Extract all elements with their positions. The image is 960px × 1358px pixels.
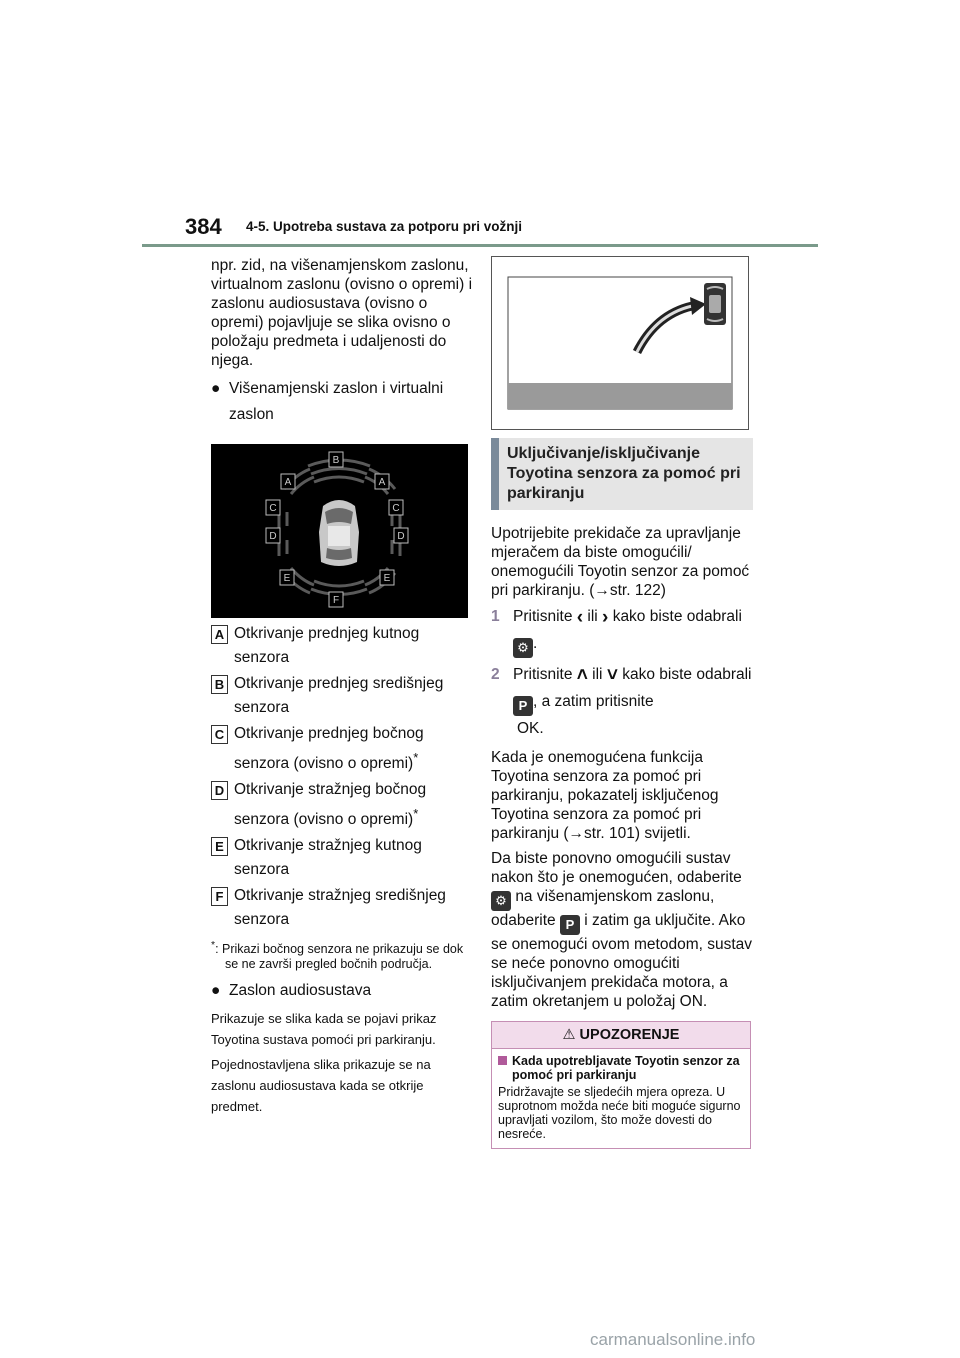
chapter-title: 4-5. Upotreba sustava za potporu pri vožnji: [246, 219, 523, 234]
warning-title: UPOZORENJE: [579, 1027, 680, 1043]
page-number: 384: [185, 214, 222, 239]
legend-key: C: [211, 725, 228, 744]
square-bullet-icon: [498, 1056, 507, 1065]
para-reenable: [491, 849, 753, 1011]
gear-icon: ⚙: [513, 638, 533, 658]
bullet-dot-icon: ●: [211, 380, 221, 397]
parking-sensor-icon: P: [560, 915, 580, 935]
legend-text: Otkrivanje prednjeg kutnog senzora: [234, 625, 420, 666]
warning-subtitle: [498, 1054, 744, 1082]
step-text: , a zatim pritisnite: [533, 693, 654, 710]
reenable-text: odaberite: [491, 912, 556, 929]
legend-key: A: [211, 625, 228, 644]
sensor-diagram: [211, 444, 468, 618]
diagram-label-d-left: D: [269, 531, 277, 542]
chevron-right-icon: ›: [602, 607, 609, 628]
legend-text: Otkrivanje stražnjeg središnjeg senzora: [234, 887, 446, 929]
diagram-label-c-right: C: [392, 503, 400, 514]
legend-item: [211, 884, 473, 932]
step-1: [491, 604, 753, 658]
diagram-label-e-right: E: [383, 573, 391, 584]
footnote-marker: *: [413, 806, 419, 822]
legend-item: [211, 834, 473, 882]
para-disabled-indicator: Kada je onemogućena funkcija Toyotina senzora za pomoć pri parkiranju, pokazatelj isključenog Toyotina senzora za pomoć pri parkiranju (→str. 101) svijetli.: [491, 749, 719, 842]
legend-text-wrap: [234, 722, 473, 776]
warning-text: Pridržavajte se sljedećih mjera opreza. U suprotnom možda neće biti moguće sigurno upravljati vozilom, što može dovesti do nesreće.: [498, 1085, 741, 1141]
legend-key: F: [211, 887, 228, 906]
reenable-text: na višenamjenskom zaslonu,: [515, 888, 715, 905]
watermark: carmanualsonline.info: [590, 1330, 756, 1349]
step-number: 2: [491, 666, 500, 683]
diagram-label-e-left: E: [283, 573, 291, 584]
legend-text: Otkrivanje stražnjeg kutnog senzora: [234, 837, 422, 879]
audio-screen-illustration: [491, 256, 749, 430]
diagram-label-d-right: D: [397, 531, 405, 542]
ok-button-label: OK: [517, 720, 540, 737]
warning-header: [492, 1022, 750, 1049]
step-text: kako biste odabrali: [612, 608, 742, 625]
legend-text: Otkrivanje stražnjeg bočnog senzora (ovisno o opremi): [234, 781, 427, 829]
footnote-text: : Prikazi bočnog senzora ne prikazuju se dok se ne završi pregled bočnih područja.: [215, 942, 464, 972]
step-text: Pritisnite: [513, 666, 573, 683]
legend-text: Otkrivanje prednjeg središnjeg senzora: [234, 675, 444, 716]
warning-body: [492, 1049, 750, 1148]
right-column: [491, 256, 753, 1149]
diagram-label-a-right: A: [378, 477, 386, 488]
sensor-diagram-graphic: [211, 444, 468, 618]
diagram-label-c-left: C: [269, 503, 277, 514]
sensor-legend: [211, 622, 473, 932]
chevron-down-icon: ˅: [606, 665, 618, 686]
parking-sensor-icon: P: [513, 696, 533, 716]
reenable-text: i zatim ga uključite.: [584, 912, 716, 929]
step-text: Pritisnite: [513, 608, 573, 625]
chevron-left-icon: ‹: [576, 607, 584, 628]
legend-text-wrap: [234, 778, 473, 832]
legend-key: E: [211, 837, 228, 856]
footnote: [211, 938, 473, 972]
audio-paragraph-2: Pojednostavljena slika prikazuje se na zaslonu audiosustava kada se otkrije predmet.: [211, 1057, 431, 1115]
legend-item: [211, 778, 473, 832]
legend-text: Otkrivanje prednjeg bočnog senzora (ovisno o opremi): [234, 725, 424, 773]
step-text: ili: [587, 608, 598, 625]
step-text: ili: [592, 666, 603, 683]
diagram-label-b: B: [332, 455, 340, 466]
gear-icon: ⚙: [491, 891, 511, 911]
bullet-audio-display: [211, 978, 473, 1004]
audio-screen-graphic: [492, 257, 748, 429]
chevron-up-icon: ˄: [576, 665, 588, 686]
footnote-asterisk: *: [211, 940, 216, 952]
legend-item: [211, 722, 473, 776]
header-divider: [142, 244, 818, 247]
footnote-marker: *: [413, 750, 419, 765]
reenable-text: Ako se onemogući ovom metodom, sustav se neće ponovno omogućiti isključivanjem prekidača motora, a zatim okretanjem u položaj ON.: [491, 912, 753, 1010]
warning-subtitle-text: Kada upotrebljavate Toyotin senzor za pomoć pri parkiranju: [512, 1054, 740, 1082]
legend-key: D: [211, 781, 228, 800]
bullet-dot-icon: ●: [211, 982, 221, 1000]
step-end: .: [533, 635, 538, 652]
left-column: [211, 256, 473, 1117]
section-title: Uključivanje/isključivanje Toyotina senzora za pomoć pri parkiranju: [491, 438, 753, 510]
step-end: .: [539, 720, 544, 737]
step-text: kako biste odabrali: [622, 666, 752, 683]
bullet-multi-display: [211, 376, 473, 428]
warning-box: [491, 1021, 751, 1149]
reenable-text: Da biste ponovno omogućili sustav nakon što je onemogućen, odaberite: [491, 850, 742, 886]
legend-key: B: [211, 675, 228, 694]
step-number: 1: [491, 608, 500, 625]
legend-item: [211, 622, 473, 670]
diagram-label-a-left: A: [284, 477, 292, 488]
audio-paragraph-1: Prikazuje se slika kada se pojavi prikaz Toyotina sustava pomoći pri parkiranju.: [211, 1011, 437, 1048]
diagram-label-f: F: [332, 595, 340, 606]
intro-paragraph: npr. zid, na višenamjenskom zaslonu, virtualnom zaslonu (ovisno o opremi) i zaslonu audiosustava (ovisno o opremi) pojavljuje se slika ovisno o položaju predmeta i udaljenosti do njega.: [211, 257, 473, 369]
step-2: [491, 662, 753, 742]
legend-item: [211, 672, 473, 720]
warning-triangle-icon: ⚠: [562, 1027, 576, 1043]
bullet-text: Višenamjenski zaslon i virtualni zaslon: [229, 380, 444, 423]
bullet-text: Zaslon audiosustava: [229, 982, 372, 1000]
para-intro: Upotrijebite prekidače za upravljanje mjeračem da biste omogućili/ onemogućili Toyotin senzor za pomoć pri parkiranju. (→str. 122): [491, 525, 750, 599]
